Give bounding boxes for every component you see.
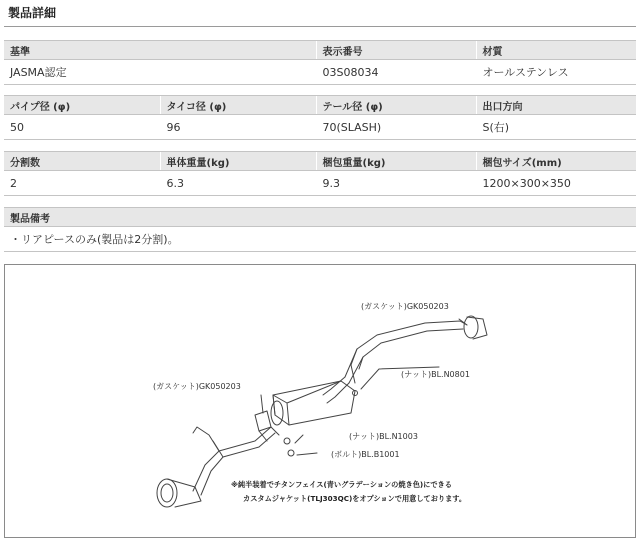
muffler-inlet bbox=[271, 401, 283, 425]
title-divider bbox=[4, 26, 636, 27]
leader-line bbox=[297, 453, 317, 455]
tail-tip bbox=[157, 479, 177, 507]
page-title: 製品詳細 bbox=[8, 6, 57, 20]
value-silencer-diameter: 96 bbox=[160, 115, 316, 140]
exhaust-diagram bbox=[4, 264, 636, 538]
exhaust-drawing bbox=[5, 265, 635, 537]
header-pieces: 分割数 bbox=[4, 152, 160, 171]
label-gasket-top: (ガスケット)GK050203 bbox=[361, 302, 449, 311]
spec-table-standard bbox=[4, 40, 636, 85]
value-material: オールステンレス bbox=[476, 60, 636, 85]
value-package-size: 1200×300×350 bbox=[476, 171, 636, 196]
table-row bbox=[4, 115, 636, 140]
header-exit-direction: 出口方向 bbox=[476, 96, 636, 115]
rear-flange bbox=[464, 316, 478, 338]
value-pieces: 2 bbox=[4, 171, 160, 196]
hanger-bracket bbox=[193, 427, 223, 457]
header-pipe-diameter: パイプ径 (φ) bbox=[4, 96, 160, 115]
label-nut-mid: (ナット)BL.N1003 bbox=[349, 432, 418, 441]
product-notes-table bbox=[4, 207, 636, 252]
diagram-note-line-1: ※純半装着でチタンフェイス(青いグラデーションの焼き色)にできる bbox=[231, 480, 452, 489]
header-package-weight: 梱包重量(kg) bbox=[316, 152, 476, 171]
table-header-row bbox=[4, 41, 636, 60]
table-header-row bbox=[4, 152, 636, 171]
header-standard: 基準 bbox=[4, 41, 316, 60]
leader-line bbox=[261, 395, 263, 413]
header-product-notes: 製品備考 bbox=[4, 208, 636, 227]
table-header-row bbox=[4, 208, 636, 227]
mid-pipe bbox=[323, 377, 349, 403]
header-unit-weight: 単体重量(kg) bbox=[160, 152, 316, 171]
bolt-part bbox=[288, 450, 294, 456]
value-pipe-diameter: 50 bbox=[4, 115, 160, 140]
label-bolt: (ボルト)BL.B1001 bbox=[331, 450, 400, 459]
header-material: 材質 bbox=[476, 41, 636, 60]
table-row bbox=[4, 60, 636, 85]
front-flange bbox=[255, 411, 271, 431]
value-package-weight: 9.3 bbox=[316, 171, 476, 196]
leader-line bbox=[295, 435, 303, 443]
value-standard: JASMA認定 bbox=[4, 60, 316, 85]
spec-table-dimensions bbox=[4, 95, 636, 140]
diagram-note-line-2: カスタムジャケット(TLJ303QC)をオプションで用意しております。 bbox=[243, 494, 467, 503]
label-gasket-left: (ガスケット)GK050203 bbox=[153, 382, 241, 391]
muffler-body bbox=[273, 381, 355, 425]
hanger-rod bbox=[351, 349, 363, 383]
nut-part bbox=[284, 438, 290, 444]
header-silencer-diameter: タイコ径 (φ) bbox=[160, 96, 316, 115]
table-header-row bbox=[4, 96, 636, 115]
value-display-number: 03S08034 bbox=[316, 60, 476, 85]
header-display-number: 表示番号 bbox=[316, 41, 476, 60]
table-row bbox=[4, 171, 636, 196]
value-exit-direction: S(右) bbox=[476, 115, 636, 140]
label-nut-top: (ナット)BL.N0801 bbox=[401, 370, 470, 379]
header-tail-diameter: テール径 (φ) bbox=[316, 96, 476, 115]
value-tail-diameter: 70(SLASH) bbox=[316, 115, 476, 140]
header-package-size: 梱包サイズ(mm) bbox=[476, 152, 636, 171]
table-row bbox=[4, 227, 636, 252]
value-unit-weight: 6.3 bbox=[160, 171, 316, 196]
spec-table-weight bbox=[4, 151, 636, 196]
product-notes-text: ・リアピースのみ(製品は2分割)。 bbox=[4, 227, 636, 252]
